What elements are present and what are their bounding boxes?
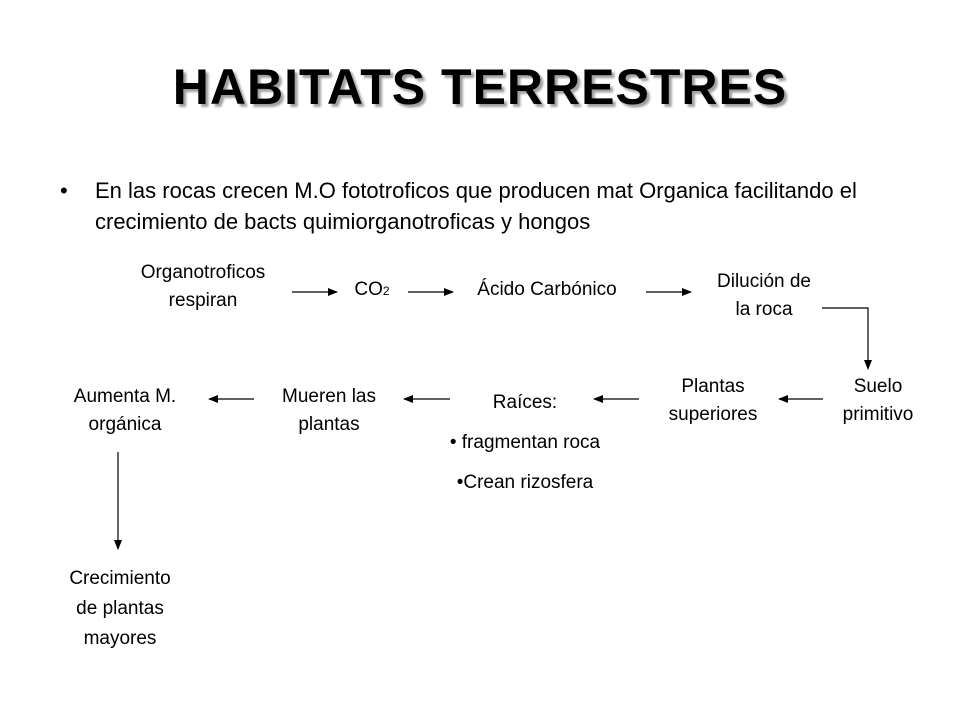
node-plantas-line1: Plantas [681, 376, 745, 397]
node-mueren-plantas [258, 383, 400, 439]
node-raices-item2: •Crean rizosfera [456, 472, 594, 493]
node-crecimiento-line2: de plantas [76, 598, 164, 619]
node-dilucion-line2: la roca [735, 299, 793, 320]
node-mueren-line1: Mueren las [282, 386, 376, 407]
node-organotroficos-line2: respiran [168, 290, 238, 311]
node-aumenta-line2: orgánica [88, 414, 162, 435]
node-raices-item1: • fragmentan roca [449, 432, 601, 453]
node-mueren-line2: plantas [298, 414, 360, 435]
node-dilucion [694, 268, 834, 324]
node-suelo-line2: primitivo [842, 404, 914, 425]
node-organotroficos-line1: Organotroficos [140, 262, 266, 283]
node-suelo-primitivo [823, 373, 933, 429]
node-co2 [336, 276, 408, 305]
bullet-marker: • [60, 178, 68, 203]
node-crecimiento-line1: Crecimiento [69, 568, 171, 589]
node-acido-carbonico [452, 276, 642, 304]
node-organotroficos [118, 259, 288, 315]
node-acido-text: Ácido Carbónico [477, 279, 617, 300]
node-crecimiento-line3: mayores [83, 628, 157, 649]
slide-title: HABITATS TERRESTRES [172, 59, 788, 115]
node-plantas-superiores [648, 373, 778, 429]
node-aumenta-line1: Aumenta M. [73, 386, 177, 407]
node-dilucion-line1: Dilución de [717, 271, 811, 292]
node-co2-main: CO [354, 279, 383, 300]
node-crecimiento [45, 564, 195, 654]
intro-text: En las rocas crecen M.O fototroficos que producen mat Organica facilitando el crecimiento de bacts quimiorganotroficas y hongos [95, 178, 857, 234]
node-suelo-line1: Suelo [853, 376, 903, 397]
node-aumenta-organica [50, 383, 200, 439]
node-co2-subscript: 2 [382, 284, 390, 298]
node-plantas-line2: superiores [668, 404, 758, 425]
node-raices [420, 383, 630, 503]
node-raices-title: Raíces: [492, 392, 558, 413]
